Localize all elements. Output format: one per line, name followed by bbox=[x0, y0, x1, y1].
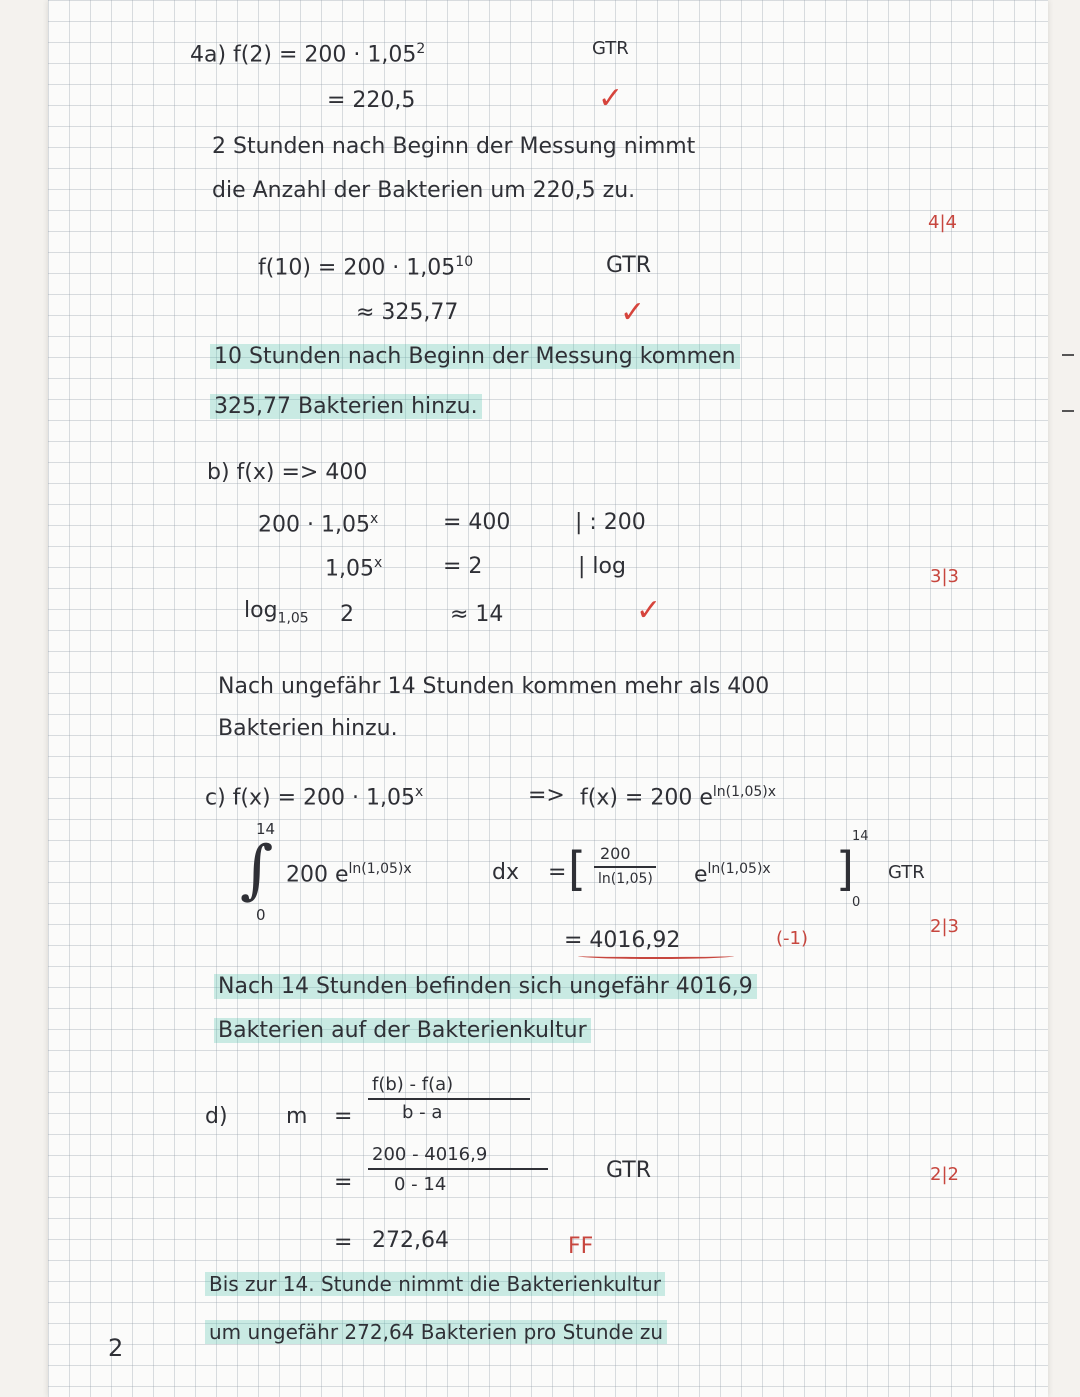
part-d-equals-1: = bbox=[334, 1104, 353, 1129]
part-d-frac2-numerator: 200 - 4016,9 bbox=[372, 1144, 488, 1165]
part-c-eq1-lhs: c) $f(x) = 200 \cdot 1,05^x$ bbox=[205, 784, 424, 811]
part-a-tool-gtr-1: GTR bbox=[592, 38, 629, 59]
part-b-eq4-log: $\log_{1,05}$ bbox=[244, 598, 309, 627]
part-b-eq4-result: ≈ 14 bbox=[450, 602, 504, 627]
score-part-a: 4|4 bbox=[928, 212, 957, 233]
part-a-eq1: 4a) $f(2) = 200 \cdot 1,05^2$ bbox=[190, 41, 426, 68]
part-b-eq4-arg: 2 bbox=[340, 602, 354, 627]
part-b-eq3-operation: | log bbox=[578, 554, 626, 579]
part-c-eq1-exponent: x bbox=[414, 784, 424, 800]
part-b-eq2-exponent: x bbox=[369, 511, 379, 527]
check-mark-icon: ✓ bbox=[620, 295, 646, 330]
fraction-line bbox=[594, 866, 656, 868]
right-bracket-icon: ] bbox=[836, 842, 854, 896]
edge-mark bbox=[1062, 410, 1074, 412]
edge-mark bbox=[1062, 354, 1074, 356]
antiderivative-denominator: ln(1,05) bbox=[598, 871, 653, 887]
part-c-equals: = bbox=[548, 860, 567, 885]
antiderivative-numerator: 200 bbox=[600, 844, 631, 863]
part-d-label: d) bbox=[205, 1104, 228, 1129]
part-c-eq1-rhs-exponent: ln(1,05)x bbox=[712, 784, 777, 800]
part-a-eq1-exponent: 2 bbox=[416, 41, 426, 57]
part-b-eq1: b) f(x) => 400 bbox=[207, 460, 368, 485]
part-c-tool-gtr: GTR bbox=[888, 862, 925, 883]
page-number: 2 bbox=[108, 1334, 124, 1362]
part-c-penalty: (-1) bbox=[776, 928, 808, 949]
part-a-answer-1-line1: 2 Stunden nach Beginn der Messung nimmt bbox=[212, 134, 696, 159]
red-wavy-underline bbox=[578, 953, 734, 959]
score-part-d: 2|2 bbox=[930, 1164, 959, 1185]
part-d-result: 272,64 bbox=[372, 1228, 449, 1253]
integral-sign-icon: ∫ bbox=[240, 833, 274, 907]
part-b-eq2-lhs: $200 \cdot 1,05^x$ bbox=[258, 511, 379, 538]
part-b-eq3-exponent: x bbox=[373, 555, 383, 571]
integral-upper-limit: 14 bbox=[256, 820, 276, 838]
score-part-b: 3|3 bbox=[930, 566, 959, 587]
part-c-result: = 4016,92 bbox=[564, 928, 681, 953]
part-d-frac1-numerator: f(b) - f(a) bbox=[372, 1074, 454, 1095]
part-a-answer-1-line2: die Anzahl der Bakterien um 220,5 zu. bbox=[212, 178, 636, 203]
part-c-answer-line2: Bakterien auf der Bakterienkultur bbox=[214, 1020, 591, 1042]
integral-body-exponent: ln(1,05)x bbox=[348, 861, 412, 877]
part-a-result-1: = 220,5 bbox=[327, 88, 416, 113]
part-c-arrow: => bbox=[528, 783, 565, 808]
fraction-line bbox=[368, 1098, 530, 1100]
part-c-answer-line1: Nach 14 Stunden befinden sich ungefähr 4016,9 bbox=[214, 976, 757, 998]
antiderivative-e: $e^{ln(1,05)x}$ bbox=[694, 861, 771, 888]
part-b-eq3-lhs: 1,05$^x$ bbox=[325, 555, 383, 582]
part-a-eq2-exponent: 10 bbox=[455, 254, 474, 270]
check-mark-icon: ✓ bbox=[598, 81, 624, 116]
part-b-answer-line1: Nach ungefähr 14 Stunden kommen mehr als 400 bbox=[218, 674, 770, 699]
part-d-frac2-denominator: 0 - 14 bbox=[394, 1174, 447, 1195]
part-d-tool-gtr: GTR bbox=[606, 1158, 651, 1183]
part-b-answer-line2: Bakterien hinzu. bbox=[218, 716, 398, 741]
part-d-m: m bbox=[286, 1104, 308, 1129]
part-a-answer-2-line1: 10 Stunden nach Beginn der Messung kommen bbox=[210, 346, 740, 368]
integral-lower-limit: 0 bbox=[256, 906, 266, 924]
integral-body: 200 $e^{ln(1,05)x}$ bbox=[286, 861, 412, 888]
part-d-frac1-denominator: b - a bbox=[402, 1102, 443, 1123]
part-b-eq2-operation: | : 200 bbox=[575, 510, 646, 535]
score-part-c: 2|3 bbox=[930, 916, 959, 937]
part-a-result-2: ≈ 325,77 bbox=[356, 300, 459, 325]
part-b-eq2-rhs: = 400 bbox=[443, 510, 511, 535]
part-a-answer-2-line2: 325,77 Bakterien hinzu. bbox=[210, 396, 482, 418]
antiderivative-exponent: ln(1,05)x bbox=[707, 861, 771, 877]
part-a-tool-gtr-2: GTR bbox=[606, 253, 651, 278]
part-b-eq3-rhs: = 2 bbox=[443, 554, 483, 579]
part-d-ff-mark: FF bbox=[568, 1234, 594, 1259]
fraction-line bbox=[368, 1168, 548, 1170]
part-a-eq2: $f(10) = 200 \cdot 1,05^{10}$ bbox=[258, 254, 474, 281]
part-d-answer-line1: Bis zur 14. Stunde nimmt die Bakterienkultur bbox=[205, 1274, 665, 1294]
part-c-eq1-rhs: f(x) = 200 $e^{ln(1,05)x}$ bbox=[580, 784, 777, 811]
part-b-eq4-base: 1,05 bbox=[277, 610, 309, 627]
bracket-lower-limit: 0 bbox=[852, 895, 861, 910]
part-d-equals-3: = bbox=[334, 1230, 353, 1255]
check-mark-icon: ✓ bbox=[636, 593, 662, 628]
part-d-answer-line2: um ungefähr 272,64 Bakterien pro Stunde zu bbox=[205, 1322, 667, 1342]
integral-dx: dx bbox=[492, 860, 519, 885]
bracket-upper-limit: 14 bbox=[852, 829, 869, 844]
left-bracket-icon: [ bbox=[568, 842, 586, 896]
part-d-equals-2: = bbox=[334, 1170, 353, 1195]
